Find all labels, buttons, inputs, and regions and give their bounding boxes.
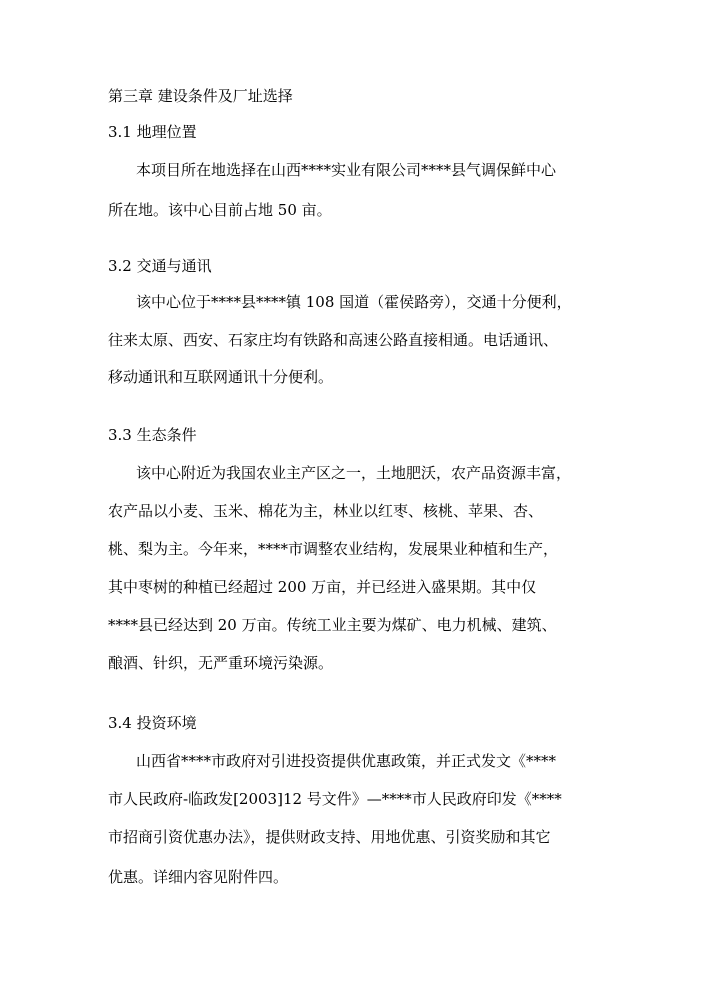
- paragraph-line: 该中心附近为我国农业主产区之一，土地肥沃，农产品资源丰富，: [136, 464, 572, 482]
- paragraph-line: 其中枣树的种植已经超过 200 万亩，并已经进入盛果期。其中仅: [108, 578, 537, 596]
- section-heading-3-2: 3.2 交通与通讯: [108, 257, 212, 275]
- paragraph-line: 移动通讯和互联网通讯十分便利。: [108, 368, 334, 386]
- paragraph-line: 本项目所在地选择在山西****实业有限公司****县气调保鲜中心: [136, 161, 557, 179]
- chapter-title: 第三章 建设条件及厂址选择: [108, 87, 293, 105]
- section-heading-3-3: 3.3 生态条件: [108, 426, 197, 444]
- paragraph-line: 所在地。该中心目前占地 50 亩。: [108, 201, 332, 219]
- paragraph-line: 市人民政府-临政发[2003]12 号文件》—****市人民政府印发《****: [108, 790, 562, 808]
- paragraph-line: 桃、梨为主。今年来，****市调整农业结构，发展果业种植和生产，: [108, 540, 559, 558]
- paragraph-line: 山西省****市政府对引进投资提供优惠政策，并正式发文《****: [136, 752, 557, 770]
- section-heading-3-1: 3.1 地理位置: [108, 123, 197, 141]
- paragraph-line: 农产品以小麦、玉米、棉花为主，林业以红枣、核桃、苹果、杏、: [108, 502, 544, 520]
- paragraph-line: 酿酒、针织，无严重环境污染源。: [108, 654, 334, 672]
- paragraph-line: 优惠。详细内容见附件四。: [108, 868, 289, 886]
- section-heading-3-4: 3.4 投资环境: [108, 714, 197, 732]
- paragraph-line: ****县已经达到 20 万亩。传统工业主要为煤矿、电力机械、建筑、: [108, 616, 557, 634]
- paragraph-line: 往来太原、西安、石家庄均有铁路和高速公路直接相通。电话通讯、: [108, 331, 559, 349]
- paragraph-line: 市招商引资优惠办法》，提供财政支持、用地优惠、引资奖励和其它: [108, 828, 551, 846]
- paragraph-line: 该中心位于****县****镇 108 国道（霍侯路旁），交通十分便利，: [136, 293, 572, 311]
